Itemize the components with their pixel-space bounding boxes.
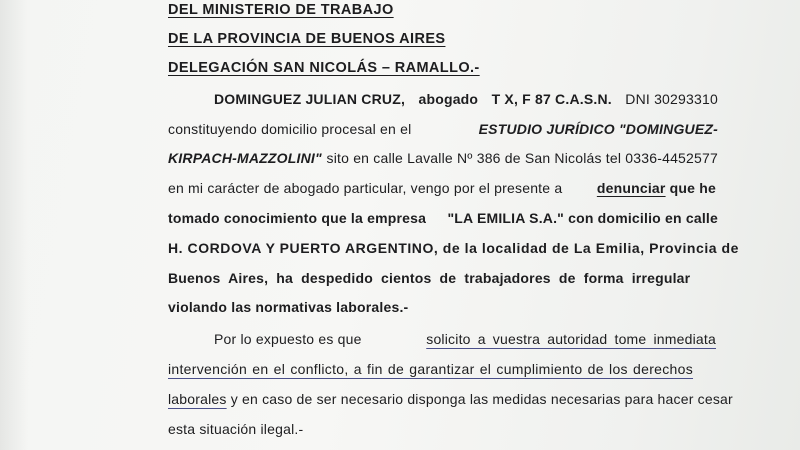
paragraph-1-line-7: Buenos Aires, ha despedido cientos de trabajadores de forma irregular bbox=[168, 270, 691, 286]
text-segment: en mi carácter de abogado particular, vengo por el presente a bbox=[168, 180, 563, 196]
page-shadow bbox=[0, 0, 28, 450]
laborales-highlight: laborales bbox=[168, 391, 227, 407]
header-line-3: DELEGACIÓN SAN NICOLÁS – RAMALLO.- bbox=[168, 60, 480, 76]
law-firm-name: ESTUDIO JURÍDICO "DOMINGUEZ- bbox=[478, 121, 718, 137]
paragraph-1-line-4 bbox=[168, 180, 716, 196]
paragraph-1-line-5 bbox=[168, 210, 718, 226]
text-segment: constituyendo domicilio procesal en el bbox=[168, 121, 412, 137]
header-line-1: DEL MINISTERIO DE TRABAJO bbox=[168, 2, 394, 18]
company-name: "LA EMILIA S.A." con domicilio en calle bbox=[447, 210, 718, 226]
paragraph-2-line-1 bbox=[214, 331, 716, 347]
lawyer-name: DOMINGUEZ JULIAN CRUZ, bbox=[214, 91, 406, 107]
text-segment: que he bbox=[669, 180, 716, 196]
paragraph-2-line-2: intervención en el conflicto, a fin de garantizar el cumplimiento de los derechos bbox=[168, 361, 694, 377]
header-line-2: DE LA PROVINCIA DE BUENOS AIRES bbox=[168, 31, 446, 47]
paragraph-1-line-3 bbox=[168, 150, 718, 166]
address-phone: sito en calle Lavalle Nº 386 de San Nicolás tel 0336-4452577 bbox=[326, 150, 718, 166]
text-segment: y en caso de ser necesario disponga las medidas necesarias para hacer cesar bbox=[230, 391, 733, 407]
paragraph-2-line-4: esta situación ilegal.- bbox=[168, 421, 304, 437]
text-segment: tomado conocimiento que la empresa bbox=[168, 210, 427, 226]
lawyer-registration: T X, F 87 C.A.S.N. bbox=[491, 91, 612, 107]
denunciar-keyword: denunciar bbox=[596, 180, 666, 196]
lawyer-role: abogado bbox=[418, 91, 479, 107]
lawyer-dni: DNI 30293310 bbox=[625, 91, 718, 107]
paragraph-1-line-8: violando las normativas laborales.- bbox=[168, 299, 409, 315]
request-highlight: solicito a vuestra autoridad tome inmediata bbox=[426, 331, 716, 347]
paragraph-1-line-6: H. CORDOVA Y PUERTO ARGENTINO, de la localidad de La Emilia, Provincia de bbox=[168, 240, 739, 256]
law-firm-name-cont: KIRPACH-MAZZOLINI" bbox=[168, 150, 322, 166]
text-segment: Por lo expuesto es que bbox=[214, 331, 362, 347]
paragraph-2-line-3 bbox=[168, 391, 733, 407]
paragraph-1-line-2 bbox=[168, 121, 718, 137]
paragraph-1-line-1 bbox=[214, 91, 718, 107]
